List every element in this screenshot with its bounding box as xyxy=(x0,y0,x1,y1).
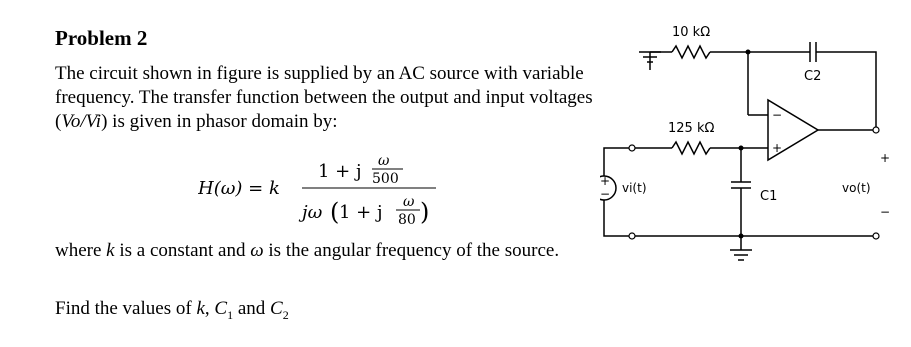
eq-lhs: H(ω) = k xyxy=(198,178,280,199)
where-paragraph xyxy=(55,238,595,264)
find-c1-sub: 1 xyxy=(227,307,234,322)
find-line xyxy=(55,298,289,323)
eq-num-den: 500 xyxy=(372,171,399,187)
problem-title: Problem 2 xyxy=(55,26,148,50)
intro-text-2: ) is given in phasor domain by: xyxy=(101,111,338,132)
intro-text-1: The circuit shown in figure is supplied by an AC source with variable frequency. The transfer function between the output and input voltages ( xyxy=(55,63,593,132)
output-minus: − xyxy=(880,205,891,219)
transfer-function-svg xyxy=(198,150,438,235)
intro-vi: Vi xyxy=(85,111,102,132)
find-c1: C xyxy=(214,298,228,319)
c2-label: C2 xyxy=(804,69,822,84)
r1-label: 10 kΩ xyxy=(672,25,711,40)
find-and: and xyxy=(233,298,270,319)
input-terminal-bottom xyxy=(629,233,635,239)
vo-label: vo(t) xyxy=(842,181,871,195)
circuit-diagram xyxy=(600,0,900,347)
where-text-3: is the angular frequency of the source. xyxy=(263,240,560,261)
where-k: k xyxy=(106,240,115,261)
wire-c2-to-output xyxy=(816,52,876,130)
find-text: Find the values of xyxy=(55,298,197,319)
vi-label: vi(t) xyxy=(622,181,647,195)
find-k: k xyxy=(196,298,205,319)
opamp-plus-label: + xyxy=(772,141,783,155)
node-dot-top xyxy=(746,50,751,55)
input-terminal-top xyxy=(629,145,635,151)
node-dot-bottom xyxy=(739,234,744,239)
wire-source-bottom xyxy=(604,200,632,236)
find-c2-sub: 2 xyxy=(282,307,289,322)
node-dot-c1 xyxy=(739,146,744,151)
eq-den-paren-open: ( xyxy=(330,198,340,226)
c1-label: C1 xyxy=(760,189,778,204)
resistor-10k xyxy=(672,46,710,58)
source-plus: + xyxy=(600,174,611,188)
find-sep: , xyxy=(204,298,215,319)
intro-slash: / xyxy=(80,111,86,132)
output-terminal-top xyxy=(873,127,879,133)
output-plus: + xyxy=(880,151,891,165)
eq-den-den: 80 xyxy=(398,212,416,228)
where-text-1: where xyxy=(55,240,107,261)
intro-vo: Vo xyxy=(61,111,81,132)
opamp-minus-label: − xyxy=(772,108,783,122)
problem-intro xyxy=(55,62,595,134)
output-terminal-bottom xyxy=(873,233,879,239)
where-omega: ω xyxy=(250,240,264,261)
eq-den-paren-close: ) xyxy=(420,198,430,226)
eq-den-jw: jω xyxy=(302,202,323,223)
where-text-2: is a constant and xyxy=(114,240,251,261)
wire-source-top xyxy=(604,148,632,176)
transfer-function-equation xyxy=(198,150,438,235)
eq-den-one: 1 + j xyxy=(339,202,383,223)
source-minus: − xyxy=(600,187,611,201)
resistor-125k xyxy=(672,142,710,154)
r2-label: 125 kΩ xyxy=(668,121,715,136)
eq-den-omega: ω xyxy=(403,194,415,210)
find-c2: C xyxy=(270,298,283,319)
eq-num-omega: ω xyxy=(378,153,390,169)
eq-num-one: 1 + j xyxy=(318,161,362,182)
